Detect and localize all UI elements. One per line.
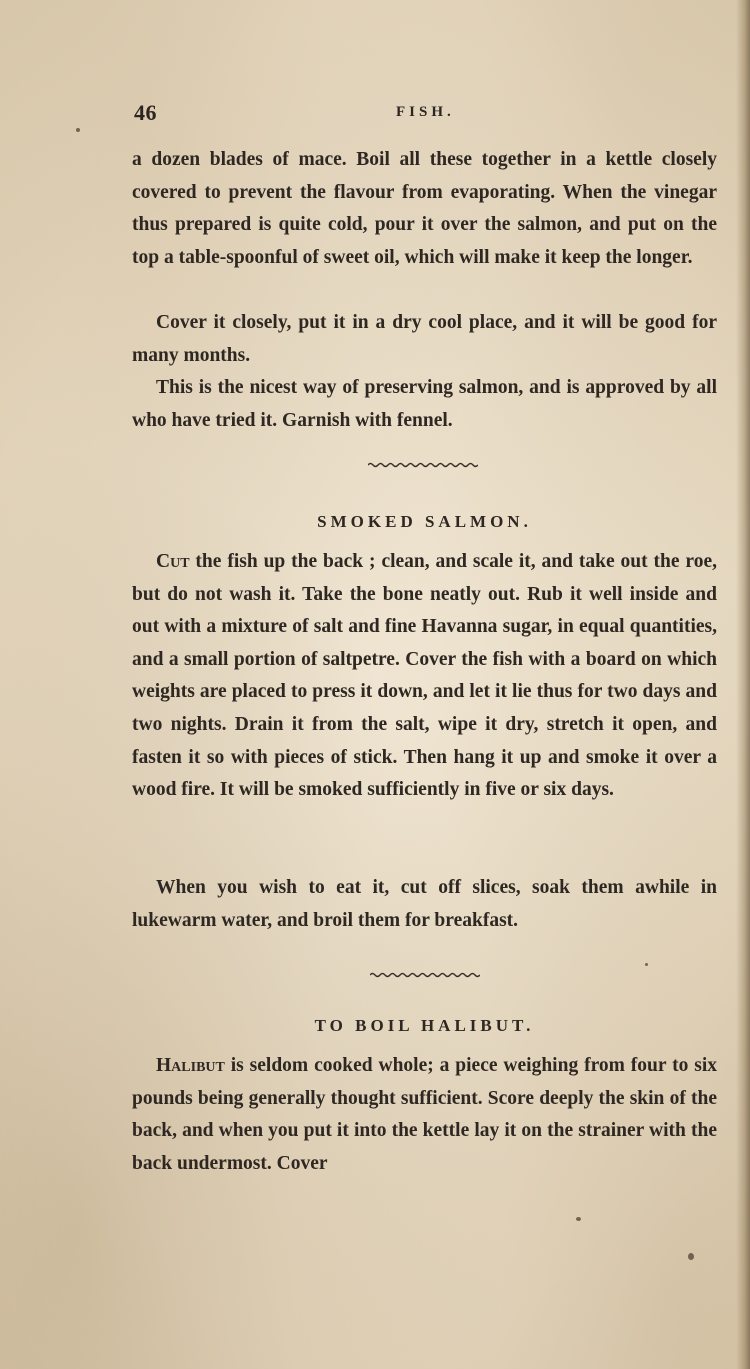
heading-boil-halibut: TO BOIL HALIBUT. [314, 1016, 535, 1035]
paragraph-halibut-text: is seldom cooked whole; a piece weighing from four to six pounds being generally thought sufficient. Score deeply the skin of the back, and when you put it into the kettle lay it on the strainer with the back undermost. Cover [132, 1055, 717, 1174]
paragraph-smoked-salmon-method [132, 546, 717, 807]
paragraph-smoked-salmon-text: the fish up the back ; clean, and scale it, and take out the roe, but do not wash it. Take the bone neatly out. Rub it well inside and out with a mixture of salt and fine Havanna sugar, in equal quantities, and a small portion of saltpetre. Cover the fish with a board on which weights are placed to press it down, and let it lie thus for two days and two nights. Drain it from the salt, wipe it dry, stretch it open, and fasten it so with pieces of stick. Then hang it up and smoke it over a wood fire. It will be smoked sufficiently in five or six days. [132, 551, 717, 801]
running-head: FISH. [396, 104, 455, 120]
section-divider [368, 462, 478, 468]
lead-word: Halibut [156, 1055, 225, 1076]
paragraph-cover-closely: Cover it closely, put it in a dry cool place, and it will be good for many months. [132, 312, 717, 366]
ink-spot [688, 1253, 694, 1260]
section-divider [370, 972, 480, 978]
page-edge-shadow [736, 0, 750, 1369]
ink-spot [645, 963, 648, 966]
paragraph-halibut-method [132, 1050, 717, 1180]
paragraph-smoked-salmon-serving: When you wish to eat it, cut off slices, soak them awhile in lukewarm water, and broil them for breakfast. [132, 877, 717, 931]
heading-smoked-salmon: SMOKED SALMON. [317, 512, 532, 531]
page-header [134, 100, 714, 130]
paragraph-nicest-way: This is the nicest way of preserving salmon, and is approved by all who have tried it. Garnish with fennel. [132, 377, 717, 431]
ink-spot [76, 128, 80, 132]
ink-spot [576, 1217, 581, 1221]
paragraph-mace: a dozen blades of mace. Boil all these together in a kettle closely covered to prevent the flavour from evaporating. When the vinegar thus prepared is quite cold, pour it over the salmon, and put on the top a table-spoonful of sweet oil, which will make it keep the longer. [132, 149, 717, 268]
page-number: 46 [134, 100, 157, 125]
lead-word: Cut [156, 551, 190, 572]
